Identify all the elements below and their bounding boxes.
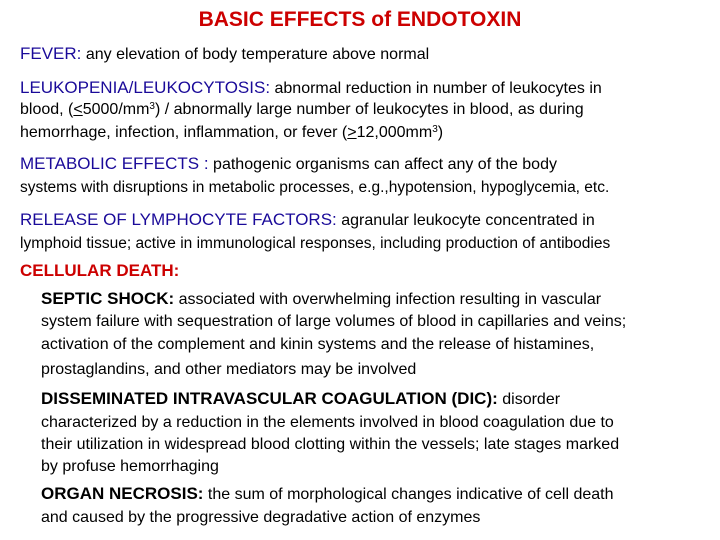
necrosis-description-1: the sum of morphological changes indicative of cell death (207, 486, 614, 503)
less-equal-symbol: < (73, 101, 83, 118)
septic-description-1: associated with overwhelming infection resulting in vascular (178, 291, 602, 308)
leuko-text: 12,000mm (356, 124, 433, 141)
leuko-description-1: abnormal reduction in number of leukocytes in (274, 80, 602, 97)
leuko-heading: LEUKOPENIA/LEUKOCYTOSIS: (20, 78, 271, 97)
dic-description-1: disorder (502, 391, 561, 408)
fever-heading: FEVER: (20, 44, 82, 63)
leuko-text: 5000/mm (82, 101, 150, 118)
metabolic-line-1 (20, 154, 557, 174)
fever-section (20, 44, 429, 64)
cellular-death-heading: CELLULAR DEATH: (20, 261, 180, 280)
dic-line-3: their utilization in widespread blood clotting within the vessels; late stages marked (41, 436, 620, 453)
dic-line-2: characterized by a reduction in the elements involved in blood coagulation due to (41, 414, 614, 431)
lymph-heading: RELEASE OF LYMPHOCYTE FACTORS: (20, 210, 337, 229)
leuko-text: ) (437, 124, 444, 141)
necrosis-line-2: and caused by the progressive degradative action of enzymes (41, 509, 481, 526)
septic-line-1 (41, 289, 601, 309)
superscript: 3 (149, 101, 155, 112)
necrosis-heading: ORGAN NECROSIS: (41, 484, 204, 503)
metabolic-line-2: systems with disruptions in metabolic processes, e.g.,hypotension, hypoglycemia, etc. (20, 179, 610, 196)
leuko-line-1 (20, 78, 602, 98)
septic-line-4: prostaglandins, and other mediators may be involved (41, 361, 417, 378)
leuko-text: ) / abnormally large number of leukocytes in blood, as during (154, 101, 584, 118)
septic-heading: SEPTIC SHOCK: (41, 289, 175, 308)
leuko-line-3 (20, 124, 443, 142)
page-title: BASIC EFFECTS of ENDOTOXIN (198, 8, 522, 31)
metabolic-description-1: pathogenic organisms can affect any of the body (213, 156, 557, 173)
greater-equal-symbol: > (347, 124, 357, 141)
leuko-line-2 (20, 101, 584, 119)
dic-line-1 (41, 389, 560, 409)
lymph-line-2: lymphoid tissue; active in immunological responses, including production of antibodies (20, 235, 611, 252)
leuko-text: hemorrhage, infection, inflammation, or fever ( (20, 124, 348, 141)
metabolic-heading: METABOLIC EFFECTS : (20, 154, 209, 173)
necrosis-line-1 (41, 484, 614, 504)
septic-line-2: system failure with sequestration of large volumes of blood in capillaries and veins; (41, 313, 627, 330)
lymph-line-1 (20, 210, 595, 230)
dic-heading: DISSEMINATED INTRAVASCULAR COAGULATION (DIC): (41, 389, 498, 408)
lymph-description-1: agranular leukocyte concentrated in (341, 212, 595, 229)
septic-line-3: activation of the complement and kinin systems and the release of histamines, (41, 336, 595, 353)
superscript: 3 (432, 124, 438, 135)
leuko-text: blood, ( (20, 101, 74, 118)
dic-line-4: by profuse hemorrhaging (41, 458, 219, 475)
fever-description: any elevation of body temperature above normal (85, 46, 430, 63)
